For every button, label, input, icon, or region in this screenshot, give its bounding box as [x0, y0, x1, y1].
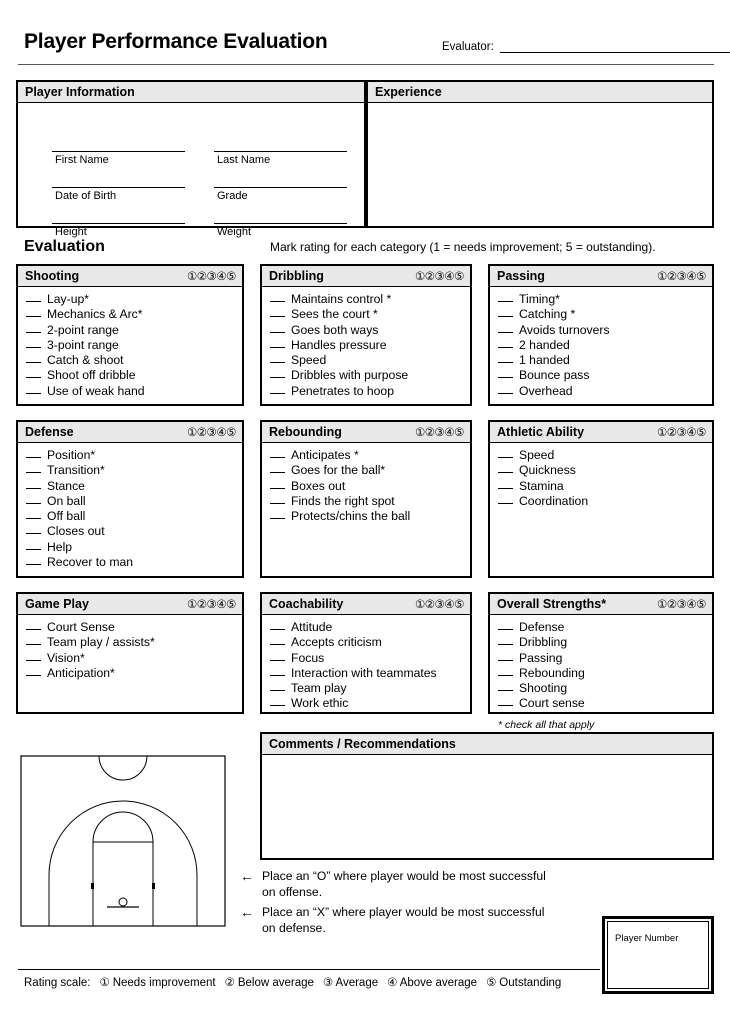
rating-row[interactable] [498, 384, 706, 399]
rating-blank[interactable] [498, 377, 513, 378]
grade-field[interactable] [214, 187, 347, 202]
rating-blank[interactable] [270, 332, 285, 333]
rating-blank[interactable] [26, 472, 41, 473]
rating-blank[interactable] [498, 347, 513, 348]
rating-row[interactable] [270, 368, 464, 383]
rating-row[interactable] [498, 448, 706, 463]
rating-label: Quickness [519, 463, 576, 478]
category-overall-strengths-items [490, 615, 712, 716]
rating-label: Closes out [47, 524, 105, 539]
rating-5-label: Outstanding [499, 977, 562, 989]
rating-label: Recover to man [47, 555, 134, 570]
rating-row[interactable] [26, 307, 236, 322]
rating-label: Mechanics & Arc* [47, 307, 143, 322]
category-game-play-title: Game Play [25, 597, 89, 611]
rating-label: Team play [291, 681, 347, 696]
rating-row[interactable] [498, 323, 706, 338]
rating-blank[interactable] [26, 362, 41, 363]
rating-label: 2 handed [519, 337, 570, 352]
category-overall-strengths-title: Overall Strengths* [497, 597, 607, 611]
category-defense-items [18, 443, 242, 574]
evaluation-section-title: Evaluation [24, 238, 105, 255]
rating-blank[interactable] [26, 675, 41, 676]
weight-label: Weight [217, 226, 252, 238]
rating-blank[interactable] [26, 457, 41, 458]
rating-blank[interactable] [498, 332, 513, 333]
rating-row[interactable] [26, 292, 236, 307]
first-name-field[interactable] [52, 151, 185, 166]
rating-1-label: Needs improvement [112, 977, 216, 989]
rating-label: Sees the court * [291, 307, 378, 322]
instruction-offense-line1: Place an “O” where player would be most successful [262, 869, 546, 883]
rating-row[interactable] [270, 620, 464, 635]
rating-row[interactable] [498, 681, 706, 696]
category-athletic-ability-header [490, 422, 712, 443]
category-dribbling [260, 264, 472, 406]
rating-blank[interactable] [26, 629, 41, 630]
grade-label: Grade [217, 190, 248, 202]
last-name-field[interactable] [214, 151, 347, 166]
rating-scale-icon: ①②③④⑤ [414, 427, 464, 439]
rating-label: Court sense [519, 696, 585, 711]
rating-scale-icon: ①②③④⑤ [656, 427, 706, 439]
rating-row[interactable] [26, 524, 236, 539]
rating-row[interactable] [270, 353, 464, 368]
rating-blank[interactable] [270, 377, 285, 378]
rating-2-label: Below average [237, 977, 314, 989]
category-defense [16, 420, 244, 578]
rating-blank[interactable] [498, 705, 513, 706]
rating-blank[interactable] [26, 316, 41, 317]
category-defense-header [18, 422, 242, 443]
category-game-play-header [18, 594, 242, 615]
rating-blank[interactable] [498, 629, 513, 630]
rating-blank[interactable] [498, 660, 513, 661]
rating-label: Handles pressure [291, 337, 387, 352]
category-passing [488, 264, 714, 406]
rating-label: Passing [519, 650, 563, 665]
rating-label: Accepts criticism [291, 635, 382, 650]
rating-4-label: Above average [399, 977, 478, 989]
rating-3-label: Average [335, 977, 379, 989]
rating-row[interactable] [26, 323, 236, 338]
rating-blank[interactable] [498, 301, 513, 302]
left-arrow-icon: ← [240, 904, 254, 920]
category-dribbling-title: Dribbling [269, 269, 324, 283]
rating-scale-legend [24, 975, 570, 989]
rating-blank[interactable] [26, 377, 41, 378]
rating-blank[interactable] [270, 503, 285, 504]
rating-row[interactable] [498, 635, 706, 650]
rating-scale-icon: ①②③④⑤ [414, 271, 464, 283]
rating-scale-prefix: Rating scale: [24, 977, 91, 989]
rating-blank[interactable] [498, 644, 513, 645]
rating-row[interactable] [498, 479, 706, 494]
rating-scale-icon: ①②③④⑤ [414, 599, 464, 611]
rating-label: Court Sense [47, 620, 115, 634]
rating-row[interactable] [498, 696, 706, 711]
category-athletic-ability-items [490, 443, 712, 513]
category-dribbling-items [262, 287, 470, 403]
category-coachability-items [262, 615, 470, 716]
rating-row[interactable] [270, 666, 464, 681]
category-rebounding-header [262, 422, 470, 443]
rating-blank[interactable] [26, 518, 41, 519]
rating-blank[interactable] [26, 393, 41, 394]
rating-row[interactable] [270, 384, 464, 399]
player-information-grid [26, 109, 356, 238]
rating-row[interactable] [26, 555, 236, 570]
rating-blank[interactable] [270, 488, 285, 489]
rating-label: Bounce pass [519, 368, 590, 383]
rating-label: Coordination [519, 493, 589, 508]
rating-blank[interactable] [498, 675, 513, 676]
evaluation-instruction-note: Mark rating for each category (1 = needs improvement; 5 = outstanding). [270, 240, 656, 254]
rating-row[interactable] [498, 353, 706, 368]
rating-label: Shoot off dribble [47, 368, 136, 383]
first-name-label: First Name [55, 154, 109, 166]
rating-row[interactable] [270, 509, 464, 524]
rating-blank[interactable] [498, 316, 513, 317]
rating-blank[interactable] [26, 301, 41, 302]
rating-label: Stamina [519, 478, 564, 493]
category-coachability-title: Coachability [269, 597, 344, 611]
rating-row[interactable] [270, 696, 464, 711]
category-rebounding-items [262, 443, 470, 528]
rating-scale-icon: ①②③④⑤ [656, 271, 706, 283]
player-number-inner[interactable] [607, 921, 709, 989]
experience-textarea[interactable] [368, 103, 712, 257]
rating-blank[interactable] [270, 393, 285, 394]
rating-label: Team play / assists* [47, 635, 155, 650]
rating-blank[interactable] [26, 488, 41, 489]
rating-scale-icon: ①②③④⑤ [656, 599, 706, 611]
rating-label: Goes both ways [291, 322, 379, 337]
evaluator-field[interactable] [442, 40, 730, 53]
rating-label: Speed [291, 353, 327, 368]
rating-label: 3-point range [47, 337, 119, 352]
rating-blank[interactable] [270, 457, 285, 458]
experience-panel [366, 80, 714, 228]
rating-row[interactable] [26, 338, 236, 353]
rating-row[interactable] [498, 292, 706, 307]
rating-row[interactable] [26, 540, 236, 555]
rating-label: Protects/chins the ball [291, 509, 411, 524]
player-information-body [18, 103, 364, 238]
height-field[interactable] [52, 223, 185, 238]
category-dribbling-header [262, 266, 470, 287]
rating-row[interactable] [26, 384, 236, 399]
rating-row[interactable] [270, 448, 464, 463]
rating-label: Defense [519, 620, 565, 634]
footer-divider [18, 969, 600, 970]
rating-label: Maintains control * [291, 292, 392, 306]
rating-label: Use of weak hand [47, 383, 145, 398]
rating-label: Finds the right spot [291, 493, 395, 508]
page-header [24, 30, 708, 68]
category-athletic-ability [488, 420, 714, 578]
rating-row[interactable] [498, 463, 706, 478]
rating-row[interactable] [26, 448, 236, 463]
rating-label: 2-point range [47, 322, 119, 337]
rating-row[interactable] [498, 307, 706, 322]
rating-label: Help [47, 539, 73, 554]
rating-label: Stance [47, 478, 85, 493]
rating-row[interactable] [26, 368, 236, 383]
basketball-court-icon[interactable] [20, 755, 226, 927]
rating-row[interactable] [498, 666, 706, 681]
player-information-title: Player Information [25, 85, 135, 99]
rating-row[interactable] [26, 509, 236, 524]
category-game-play-items [18, 615, 242, 685]
rating-blank[interactable] [270, 629, 285, 630]
experience-title: Experience [375, 85, 442, 99]
rating-5-icon: ⑤ [486, 977, 497, 989]
category-shooting [16, 264, 244, 406]
instruction-offense-text [262, 868, 546, 900]
rating-2-icon: ② [224, 977, 235, 989]
date-of-birth-label: Date of Birth [55, 190, 117, 202]
rating-row[interactable] [26, 635, 236, 650]
rating-blank[interactable] [270, 362, 285, 363]
category-overall-strengths-header [490, 594, 712, 615]
rating-label: Goes for the ball* [291, 463, 386, 478]
rating-blank[interactable] [270, 518, 285, 519]
instruction-defense [240, 904, 600, 936]
rating-blank[interactable] [26, 564, 41, 565]
rating-label: Attitude [291, 620, 333, 634]
rating-label: 1 handed [519, 353, 570, 368]
rating-blank[interactable] [270, 660, 285, 661]
experience-header [368, 82, 712, 103]
rating-label: Dribbling [519, 635, 568, 650]
rating-label: Transition* [47, 463, 105, 478]
rating-blank[interactable] [270, 705, 285, 706]
rating-blank[interactable] [270, 316, 285, 317]
rating-label: On ball [47, 493, 86, 508]
player-information-panel [16, 80, 366, 238]
category-shooting-title: Shooting [25, 269, 80, 283]
rating-blank[interactable] [498, 362, 513, 363]
category-game-play [16, 592, 244, 714]
rating-row[interactable] [270, 463, 464, 478]
rating-label: Catching * [519, 307, 576, 322]
player-information-header [18, 82, 364, 103]
rating-scale-icon: ①②③④⑤ [186, 599, 236, 611]
rating-label: Avoids turnovers [519, 322, 610, 337]
rating-row[interactable] [498, 651, 706, 666]
rating-blank[interactable] [270, 675, 285, 676]
evaluator-input-rule[interactable] [500, 40, 730, 53]
rating-label: Anticipation* [47, 665, 115, 680]
rating-blank[interactable] [498, 457, 513, 458]
header-divider [18, 64, 714, 65]
rating-row[interactable] [26, 479, 236, 494]
category-coachability [260, 592, 472, 714]
rating-label: Position* [47, 448, 96, 462]
rating-blank[interactable] [26, 549, 41, 550]
category-rebounding [260, 420, 472, 578]
player-number-box[interactable] [602, 916, 714, 994]
category-passing-title: Passing [497, 269, 545, 283]
rating-row[interactable] [270, 681, 464, 696]
rating-label: Timing* [519, 292, 560, 306]
instruction-defense-text [262, 904, 544, 936]
rating-blank[interactable] [498, 503, 513, 504]
rating-row[interactable] [26, 353, 236, 368]
rating-label: Anticipates * [291, 448, 359, 462]
rating-row[interactable] [498, 368, 706, 383]
rating-blank[interactable] [26, 644, 41, 645]
rating-row[interactable] [270, 338, 464, 353]
category-rebounding-title: Rebounding [269, 425, 342, 439]
rating-1-icon: ① [99, 977, 110, 989]
rating-row[interactable] [26, 651, 236, 666]
rating-blank[interactable] [26, 347, 41, 348]
rating-row[interactable] [270, 651, 464, 666]
rating-label: Work ethic [291, 696, 349, 711]
rating-row[interactable] [26, 463, 236, 478]
last-name-label: Last Name [217, 154, 271, 166]
rating-label: Vision* [47, 650, 85, 665]
rating-label: Shooting [519, 681, 568, 696]
category-shooting-header [18, 266, 242, 287]
left-arrow-icon: ← [240, 868, 254, 884]
rating-row[interactable] [270, 323, 464, 338]
category-overall-strengths [488, 592, 714, 714]
rating-label: Boxes out [291, 478, 346, 493]
rating-blank[interactable] [270, 301, 285, 302]
height-label: Height [55, 226, 87, 238]
rating-blank[interactable] [270, 347, 285, 348]
rating-blank[interactable] [26, 332, 41, 333]
player-number-label: Player Number [615, 933, 679, 944]
rating-label: Off ball [47, 509, 86, 524]
rating-label: Overhead [519, 383, 573, 398]
date-of-birth-field[interactable] [52, 187, 185, 202]
rating-blank[interactable] [498, 690, 513, 691]
rating-blank[interactable] [498, 488, 513, 489]
category-passing-header [490, 266, 712, 287]
rating-row[interactable] [270, 479, 464, 494]
rating-blank[interactable] [498, 393, 513, 394]
comments-title: Comments / Recommendations [269, 737, 456, 751]
rating-row[interactable] [498, 620, 706, 635]
instruction-offense-line2: on offense. [262, 885, 323, 899]
rating-row[interactable] [26, 494, 236, 509]
rating-label: Interaction with teammates [291, 665, 437, 680]
category-passing-items [490, 287, 712, 403]
evaluator-label: Evaluator: [442, 41, 494, 53]
rating-row[interactable] [270, 635, 464, 650]
rating-scale-icon: ①②③④⑤ [186, 271, 236, 283]
rating-row[interactable] [270, 494, 464, 509]
rating-label: Lay-up* [47, 292, 90, 306]
rating-blank[interactable] [270, 472, 285, 473]
rating-label: Rebounding [519, 665, 585, 680]
court-instructions [240, 868, 600, 940]
comments-header [262, 734, 712, 755]
rating-blank[interactable] [26, 660, 41, 661]
rating-row[interactable] [26, 620, 236, 635]
rating-4-icon: ④ [387, 977, 398, 989]
rating-row[interactable] [498, 338, 706, 353]
rating-blank[interactable] [270, 690, 285, 691]
rating-row[interactable] [26, 666, 236, 681]
instruction-offense [240, 868, 600, 900]
rating-label: Penetrates to hoop [291, 383, 394, 398]
comments-panel [260, 732, 714, 860]
rating-label: Focus [291, 650, 325, 665]
rating-blank[interactable] [270, 644, 285, 645]
instruction-defense-line1: Place an “X” where player would be most successful [262, 905, 545, 919]
category-athletic-ability-title: Athletic Ability [497, 425, 585, 439]
rating-blank[interactable] [498, 472, 513, 473]
category-coachability-header [262, 594, 470, 615]
weight-field[interactable] [214, 223, 347, 238]
instruction-defense-line2: on defense. [262, 921, 326, 935]
rating-label: Catch & shoot [47, 353, 124, 368]
rating-blank[interactable] [26, 503, 41, 504]
rating-3-icon: ③ [322, 977, 333, 989]
rating-row[interactable] [498, 494, 706, 509]
rating-scale-icon: ①②③④⑤ [186, 427, 236, 439]
rating-row[interactable] [270, 292, 464, 307]
rating-label: Dribbles with purpose [291, 368, 409, 383]
page-title: Player Performance Evaluation [24, 30, 328, 53]
rating-label: Speed [519, 448, 555, 462]
category-shooting-items [18, 287, 242, 403]
check-all-that-apply-note: * check all that apply [498, 719, 595, 731]
rating-blank[interactable] [26, 533, 41, 534]
category-defense-title: Defense [25, 425, 74, 439]
rating-row[interactable] [270, 307, 464, 322]
